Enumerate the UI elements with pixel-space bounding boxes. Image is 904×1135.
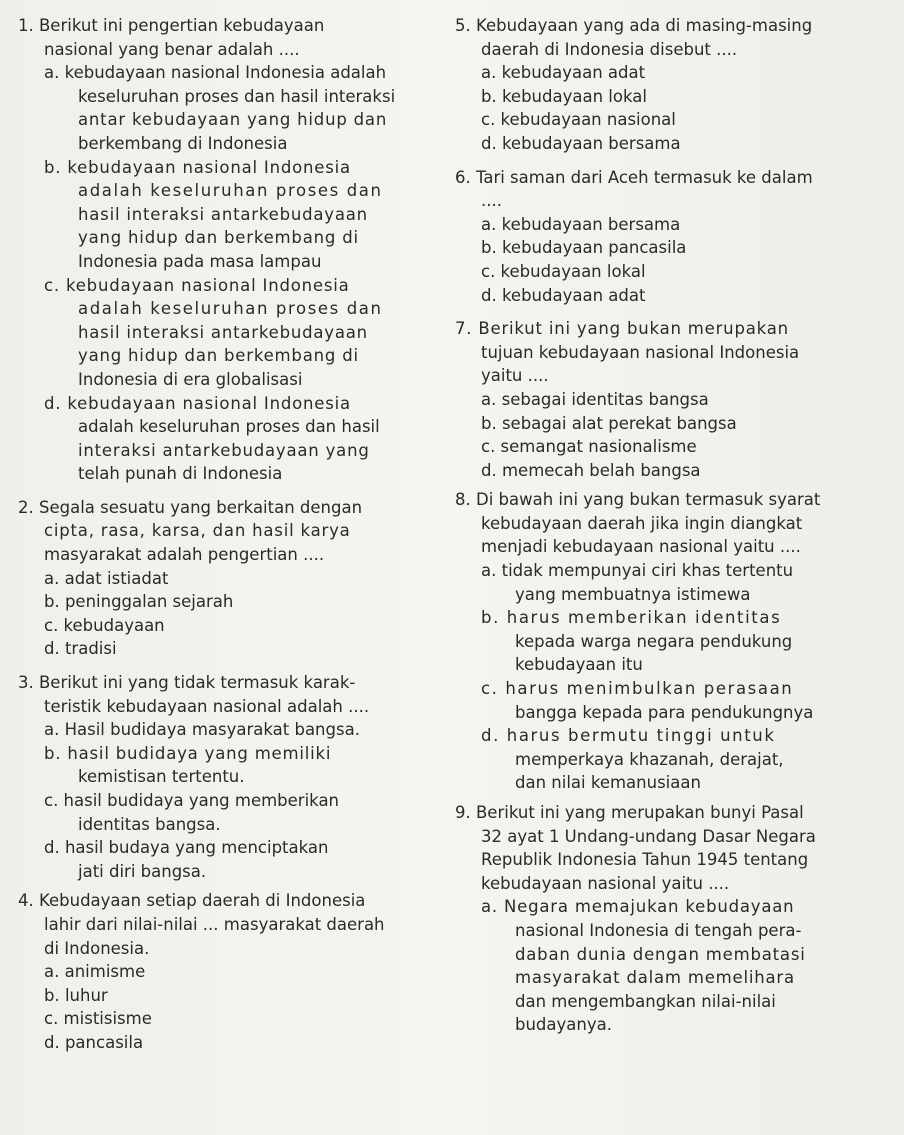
question-9: [455, 801, 895, 1037]
q3-option-b-line-2: kemistisan tertentu.: [78, 767, 245, 787]
left-column: [18, 14, 443, 1055]
q8-option-b-line-2: kepada warga negara pendukung: [515, 631, 793, 651]
q2-option-d: d. tradisi: [44, 639, 117, 659]
q8-option-c-line-2: bangga kepada para pendukungnya: [515, 702, 814, 722]
question-4-line-2: lahir dari nilai-nilai ... masyarakat daerah: [44, 914, 385, 934]
q9-option-a-line-4: masyarakat dalam memelihara: [515, 968, 795, 988]
q7-option-b: b. sebagai alat perekat bangsa: [481, 413, 737, 433]
q2-option-c: c. kebudayaan: [44, 615, 165, 635]
question-2-line-3: masyarakat adalah pengertian ....: [44, 545, 325, 565]
question-5: [455, 14, 895, 156]
q7-option-c: c. semangat nasionalisme: [481, 437, 697, 457]
q6-option-b: b. kebudayaan pancasila: [481, 238, 687, 258]
q8-option-b-line-1: b. harus memberikan identitas: [481, 608, 782, 628]
question-2-line-2: cipta, rasa, karsa, dan hasil karya: [44, 521, 351, 541]
q9-option-a-line-1: a. Negara memajukan kebudayaan: [481, 897, 795, 917]
q1-option-c-line-2: adalah keseluruhan proses dan: [78, 299, 383, 319]
question-7-line-3: yaitu ....: [481, 366, 549, 386]
q8-option-a-line-1: a. tidak mempunyai ciri khas tertentu: [481, 561, 794, 581]
right-column: [455, 14, 895, 1037]
question-9-line-4: kebudayaan nasional yaitu ....: [481, 873, 730, 893]
question-5-line-1: 5. Kebudayaan yang ada di masing-masing: [455, 16, 813, 35]
question-8-line-3: menjadi kebudayaan nasional yaitu ....: [481, 537, 801, 557]
q1-option-b-line-4: yang hidup dan berkembang di: [78, 228, 359, 248]
question-1-line-2: nasional yang benar adalah ....: [44, 39, 300, 59]
q6-option-d: d. kebudayaan adat: [481, 285, 646, 305]
q2-option-a: a. adat istiadat: [44, 568, 169, 588]
q1-option-a-line-1: a. kebudayaan nasional Indonesia adalah: [44, 63, 387, 83]
q8-option-a-line-2: yang membuatnya istimewa: [515, 584, 751, 604]
q1-option-b-line-2: adalah keseluruhan proses dan: [78, 181, 383, 201]
question-6-line-2: ....: [481, 191, 502, 211]
q6-option-c: c. kebudayaan lokal: [481, 261, 646, 281]
q1-option-d-line-4: telah punah di Indonesia: [78, 464, 283, 484]
q1-option-a-line-2: keseluruhan proses dan hasil interaksi: [78, 86, 396, 106]
q7-option-a: a. sebagai identitas bangsa: [481, 389, 709, 409]
q5-option-c: c. kebudayaan nasional: [481, 110, 676, 130]
q3-option-b-line-1: b. hasil budidaya yang memiliki: [44, 743, 332, 763]
question-3-line-2: teristik kebudayaan nasional adalah ....: [44, 696, 370, 716]
q5-option-a: a. kebudayaan adat: [481, 63, 646, 83]
question-4-line-3: di Indonesia.: [44, 938, 150, 958]
question-9-line-3: Republik Indonesia Tahun 1945 tentang: [481, 850, 809, 870]
q1-option-b-line-1: b. kebudayaan nasional Indonesia: [44, 157, 351, 177]
q4-option-b: b. luhur: [44, 985, 108, 1005]
question-6: [455, 166, 895, 308]
q1-option-d-line-1: d. kebudayaan nasional Indonesia: [44, 393, 351, 413]
q3-option-d-line-1: d. hasil budaya yang menciptakan: [44, 838, 329, 858]
q3-option-d-line-2: jati diri bangsa.: [78, 861, 207, 881]
question-1: [18, 14, 443, 486]
q4-option-c: c. mistisisme: [44, 1009, 152, 1029]
q8-option-d-line-2: memperkaya khazanah, derajat,: [515, 749, 784, 769]
question-1-line-1: 1. Berikut ini pengertian kebudayaan: [18, 16, 325, 35]
question-4-line-1: 4. Kebudayaan setiap daerah di Indonesia: [18, 891, 366, 911]
q1-option-c-line-1: c. kebudayaan nasional Indonesia: [44, 275, 350, 295]
q1-option-c-line-3: hasil interaksi antarkebudayaan: [78, 322, 368, 342]
q6-option-a: a. kebudayaan bersama: [481, 214, 681, 234]
q1-option-a-line-4: berkembang di Indonesia: [78, 133, 288, 153]
q1-option-c-line-5: Indonesia di era globalisasi: [78, 369, 303, 389]
q1-option-b-line-3: hasil interaksi antarkebudayaan: [78, 204, 368, 224]
question-3: [18, 671, 443, 883]
q2-option-b: b. peninggalan sejarah: [44, 592, 234, 612]
question-7-line-1: 7. Berikut ini yang bukan merupakan: [455, 319, 789, 339]
question-8: [455, 488, 895, 795]
question-7-line-2: tujuan kebudayaan nasional Indonesia: [481, 342, 800, 362]
question-8-line-2: kebudayaan daerah jika ingin diangkat: [481, 513, 803, 533]
q4-option-d: d. pancasila: [44, 1032, 144, 1052]
q5-option-d: d. kebudayaan bersama: [481, 133, 681, 153]
q1-option-d-line-3: interaksi antarkebudayaan yang: [78, 440, 370, 460]
question-3-line-1: 3. Berikut ini yang tidak termasuk karak-: [18, 673, 356, 693]
question-2-line-1: 2. Segala sesuatu yang berkaitan dengan: [18, 497, 363, 517]
q3-option-c-line-2: identitas bangsa.: [78, 814, 221, 834]
question-6-line-1: 6. Tari saman dari Aceh termasuk ke dalam: [455, 167, 813, 187]
q7-option-d: d. memecah belah bangsa: [481, 460, 701, 480]
q1-option-d-line-2: adalah keseluruhan proses dan hasil: [78, 417, 380, 437]
question-4: [18, 889, 443, 1054]
q3-option-c-line-1: c. hasil budidaya yang memberikan: [44, 791, 340, 810]
q8-option-b-line-3: kebudayaan itu: [515, 655, 643, 675]
question-7: [455, 317, 895, 482]
question-2: [18, 496, 443, 661]
q3-option-a: a. Hasil budidaya masyarakat bangsa.: [44, 720, 360, 740]
question-9-line-1: 9. Berikut ini yang merupakan bunyi Pasal: [455, 803, 804, 822]
question-8-line-1: 8. Di bawah ini yang bukan termasuk syarat: [455, 490, 821, 510]
q9-option-a-line-6: budayanya.: [515, 1015, 612, 1035]
q8-option-c-line-1: c. harus menimbulkan perasaan: [481, 679, 794, 699]
q8-option-d-line-1: d. harus bermutu tinggi untuk: [481, 726, 776, 746]
q4-option-a: a. animisme: [44, 962, 146, 982]
q8-option-d-line-3: dan nilai kemanusiaan: [515, 773, 701, 793]
q1-option-a-line-3: antar kebudayaan yang hidup dan: [78, 110, 388, 130]
q9-option-a-line-3: daban dunia dengan membatasi: [515, 944, 806, 964]
question-9-line-2: 32 ayat 1 Undang-undang Dasar Negara: [481, 826, 816, 846]
q1-option-b-line-5: Indonesia pada masa lampau: [78, 251, 322, 271]
q1-option-c-line-4: yang hidup dan berkembang di: [78, 346, 359, 366]
q9-option-a-line-5: dan mengembangkan nilai-nilai: [515, 991, 776, 1011]
question-5-line-2: daerah di Indonesia disebut ....: [481, 39, 738, 59]
q9-option-a-line-2: nasional Indonesia di tengah pera-: [515, 920, 802, 940]
q5-option-b: b. kebudayaan lokal: [481, 86, 647, 106]
